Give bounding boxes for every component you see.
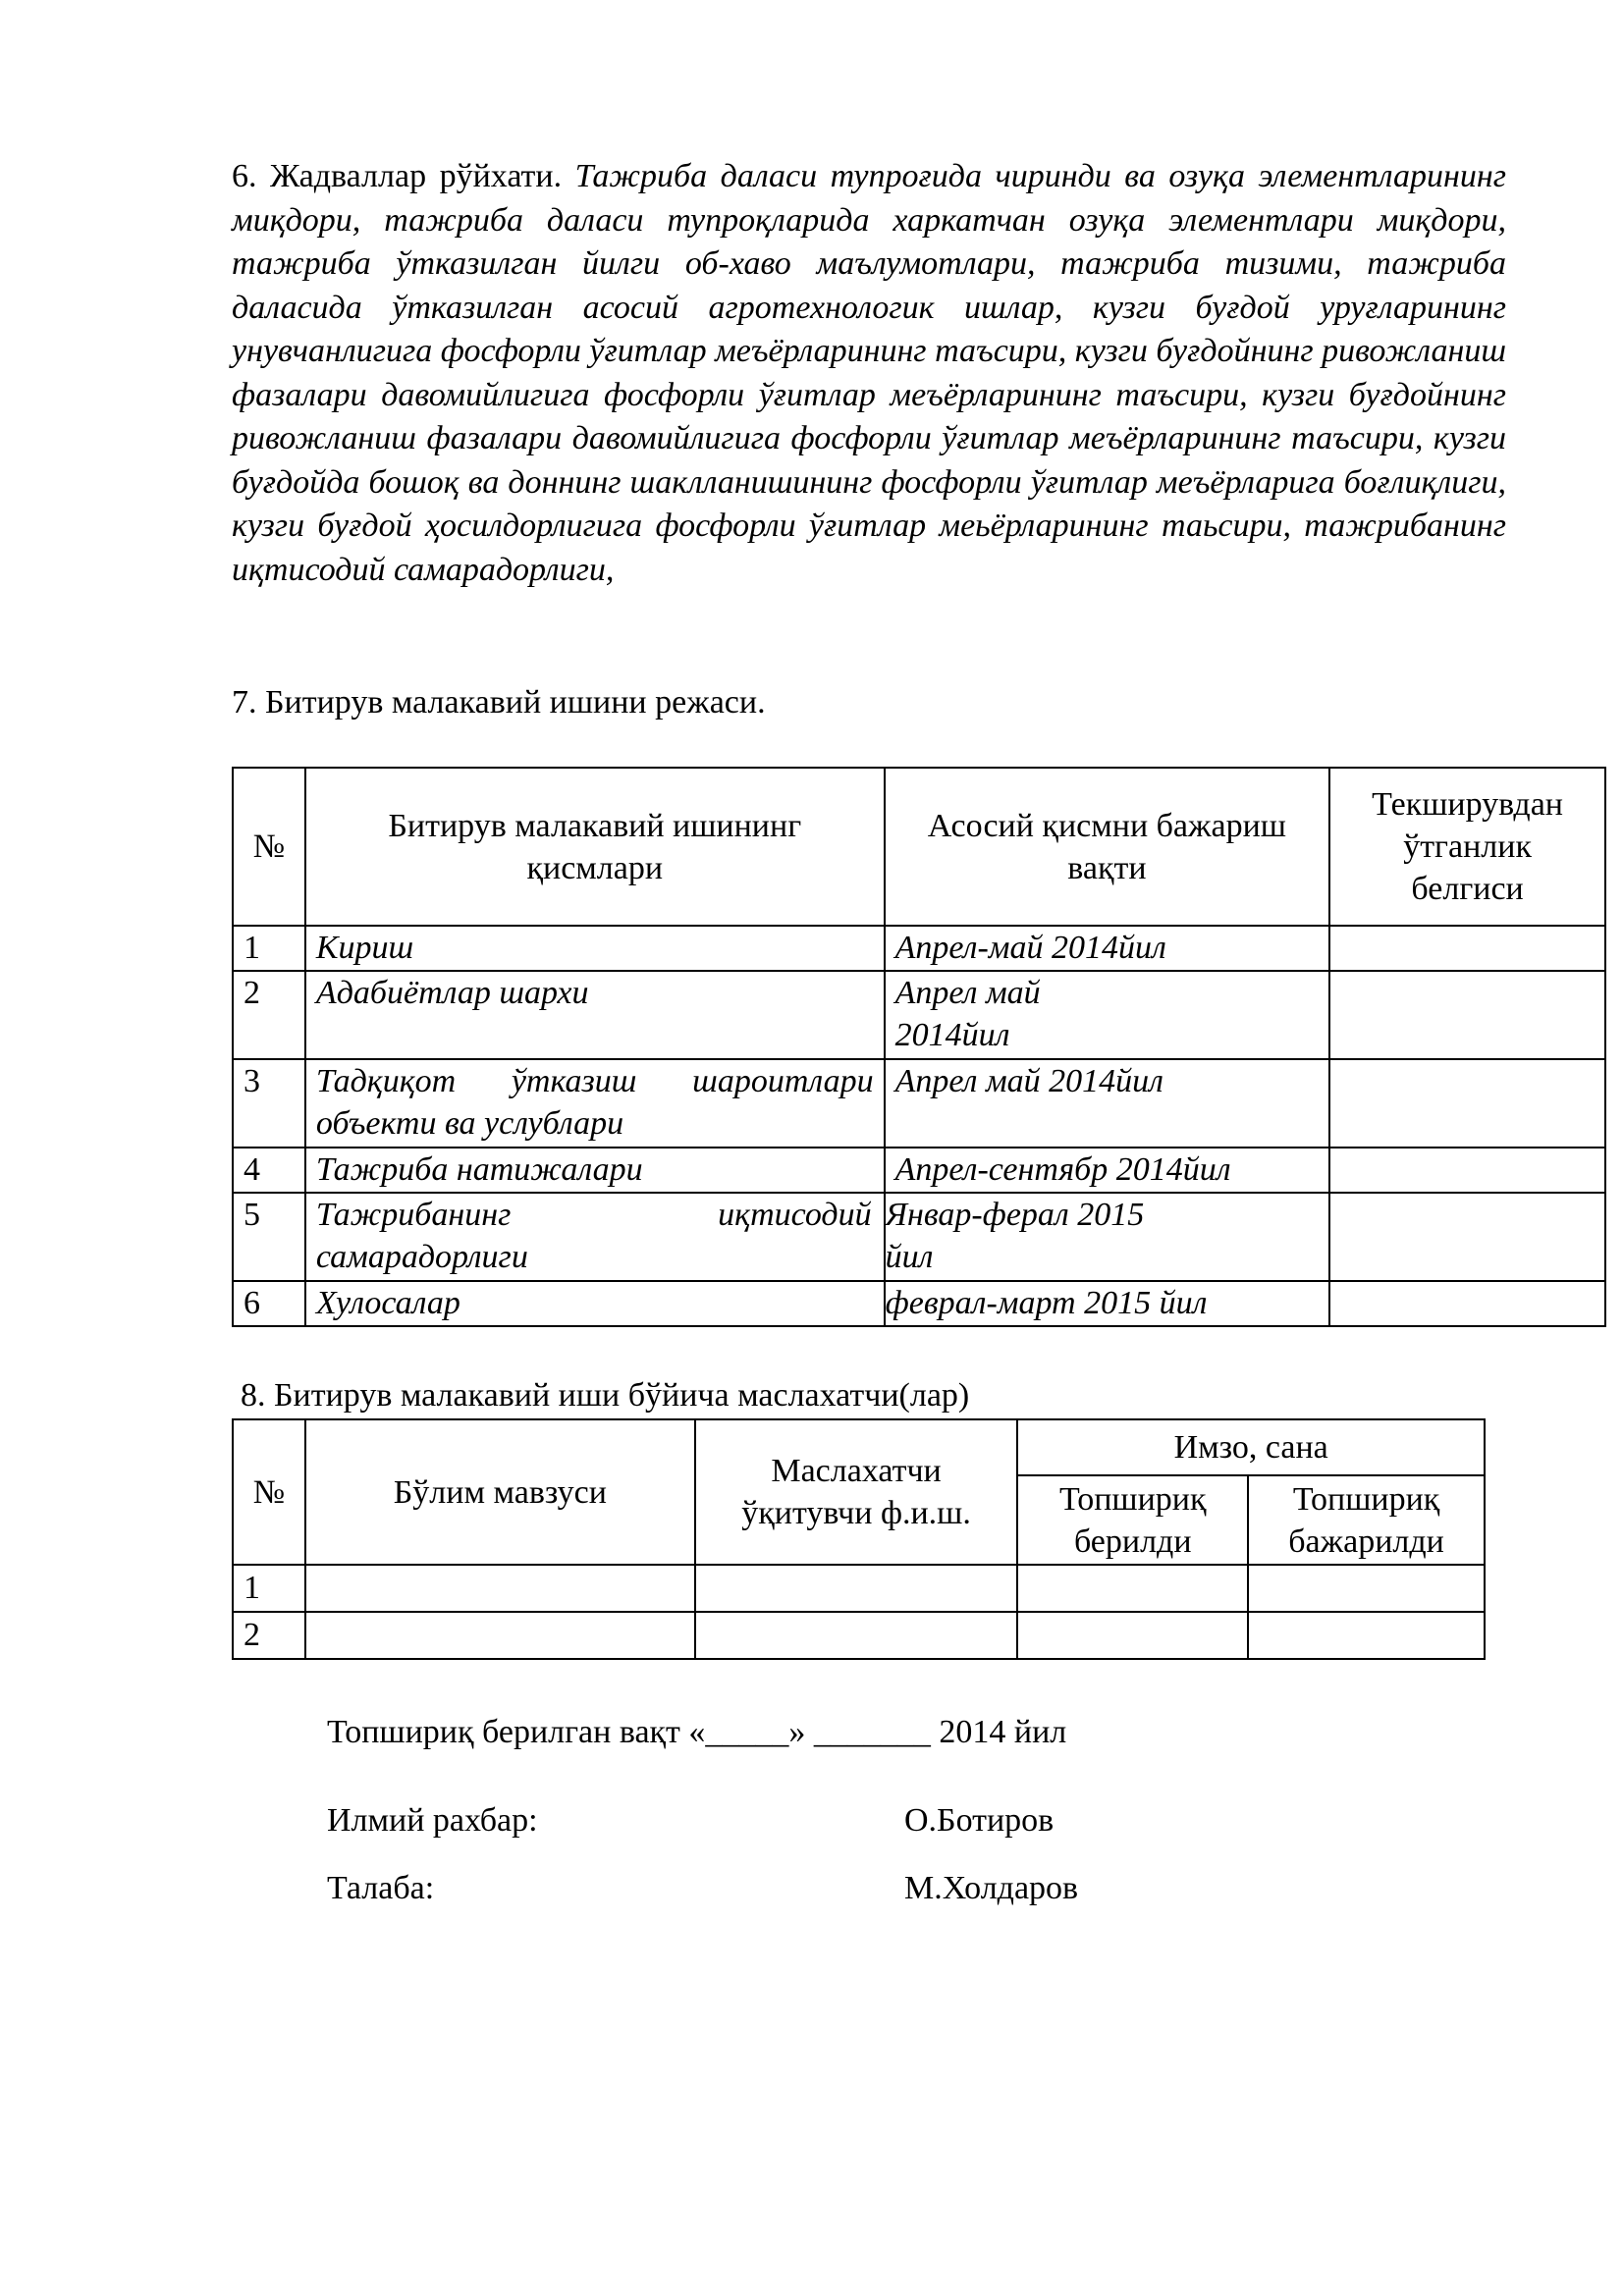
section-7-title: 7. Битирув малакавий ишини режаси.	[232, 684, 766, 721]
supervisor-label: Илмий рахбар:	[327, 1802, 538, 1839]
advisors-cell-done	[1248, 1612, 1485, 1659]
advisors-cell-num: 1	[233, 1565, 305, 1612]
advisors-cell-advisor	[695, 1565, 1018, 1612]
advisors-cell-num: 2	[233, 1612, 305, 1659]
plan-cell-mark	[1329, 1148, 1605, 1193]
table-row	[233, 1565, 1485, 1612]
section-6-paragraph	[232, 155, 1506, 592]
plan-cell-time: Апрел-май 2014йил	[885, 926, 1330, 971]
plan-cell-num: 4	[233, 1148, 305, 1193]
advisors-table	[232, 1418, 1486, 1660]
assignment-date-line: Топшириқ берилган вақт «_____» _______ 2014 йил	[327, 1714, 1067, 1750]
advisors-cell-advisor	[695, 1612, 1018, 1659]
advisors-cell-done	[1248, 1565, 1485, 1612]
plan-header-row	[233, 768, 1605, 926]
section-6-text: Тажриба даласи тупроғида чиринди ва озуқа элементларининг миқдори, тажриба даласи тупроқларида харкатчан озуқа элементлари миқдори, тажриба ўтказилган йилги об-хаво маълумотлари, тажриба тизими, тажриба даласида ўтказилган асосий агротехнологик ишлар, кузги буғдой уруғларининг унувчанлигига фосфорли ўғитлар меъёрларининг таъсири, кузги буғдойнинг ривожланиш фазалари давомийлигига фосфорли ўғитлар меъёрларининг таъсири, кузги буғдойнинг ривожланиш фазалари давомийлигига фосфорли ўғитлар меъёрларининг таъсири, кузги буғдойда бошоқ ва доннинг шаклланишининг фосфорли ўғитлар меъёрларига боғлиқлиги, кузги буғдой ҳосилдорлигига фосфорли ўғитлар меьёрларининг таьсири, тажрибанинг иқтисодий самарадорлиги,	[232, 158, 1507, 588]
plan-cell-part: Кириш	[305, 926, 885, 971]
plan-cell-part: Тажриба натижалари	[305, 1148, 885, 1193]
advisors-cell-given	[1017, 1565, 1248, 1612]
plan-cell-mark	[1329, 1193, 1605, 1281]
advisors-header-given: Топшириқ берилди	[1017, 1475, 1248, 1565]
plan-header-num: №	[233, 768, 305, 926]
advisors-header-advisor: Маслахатчи ўқитувчи ф.и.ш.	[695, 1419, 1018, 1565]
plan-header-mark: Текширувдан ўтганлик белгиси	[1329, 768, 1605, 926]
plan-cell-num: 3	[233, 1059, 305, 1148]
plan-cell-num: 6	[233, 1281, 305, 1326]
advisors-header-sign: Имзо, сана	[1017, 1419, 1485, 1475]
plan-cell-part: Тажрибанинг иқтисодий самарадорлиги	[305, 1193, 885, 1281]
table-row	[233, 1148, 1605, 1193]
plan-header-time: Асосий қисмни бажариш вақти	[885, 768, 1330, 926]
plan-cell-mark	[1329, 971, 1605, 1059]
plan-cell-time: Апрел-сентябр 2014йил	[885, 1148, 1330, 1193]
supervisor-name: О.Ботиров	[904, 1802, 1055, 1839]
table-row	[233, 1612, 1485, 1659]
plan-cell-mark	[1329, 1059, 1605, 1148]
plan-table	[232, 767, 1606, 1327]
plan-cell-time: Январ-ферал 2015 йил	[885, 1193, 1330, 1281]
plan-cell-part: Хулосалар	[305, 1281, 885, 1326]
advisors-header-num: №	[233, 1419, 305, 1565]
plan-cell-part: Адабиётлар шархи	[305, 971, 885, 1059]
plan-cell-mark	[1329, 1281, 1605, 1326]
section-8-title: 8. Битирув малакавий иши бўйича маслахатчи(лар)	[241, 1377, 970, 1414]
table-row	[233, 926, 1605, 971]
plan-cell-mark	[1329, 926, 1605, 971]
plan-cell-time: Апрел май 2014йил	[885, 971, 1330, 1059]
advisors-cell-given	[1017, 1612, 1248, 1659]
advisors-header-topic: Бўлим мавзуси	[305, 1419, 695, 1565]
student-label: Талаба:	[327, 1870, 435, 1906]
advisors-cell-topic	[305, 1612, 695, 1659]
student-name: М.Холдаров	[904, 1870, 1079, 1906]
plan-cell-num: 1	[233, 926, 305, 971]
plan-cell-num: 5	[233, 1193, 305, 1281]
plan-cell-time: Апрел май 2014йил	[885, 1059, 1330, 1148]
table-row	[233, 1193, 1605, 1281]
table-row	[233, 1281, 1605, 1326]
table-row	[233, 1059, 1605, 1148]
table-row	[233, 971, 1605, 1059]
advisors-header-row	[233, 1419, 1485, 1475]
plan-cell-part: Тадқиқот ўтказиш шароитлари объекти ва услублари	[305, 1059, 885, 1148]
advisors-header-done: Топшириқ бажарилди	[1248, 1475, 1485, 1565]
section-6-label: 6. Жадваллар рўйхати.	[232, 158, 563, 194]
plan-cell-time: феврал-март 2015 йил	[885, 1281, 1330, 1326]
plan-header-part: Битирув малакавий ишининг қисмлари	[305, 768, 885, 926]
plan-cell-num: 2	[233, 971, 305, 1059]
advisors-cell-topic	[305, 1565, 695, 1612]
